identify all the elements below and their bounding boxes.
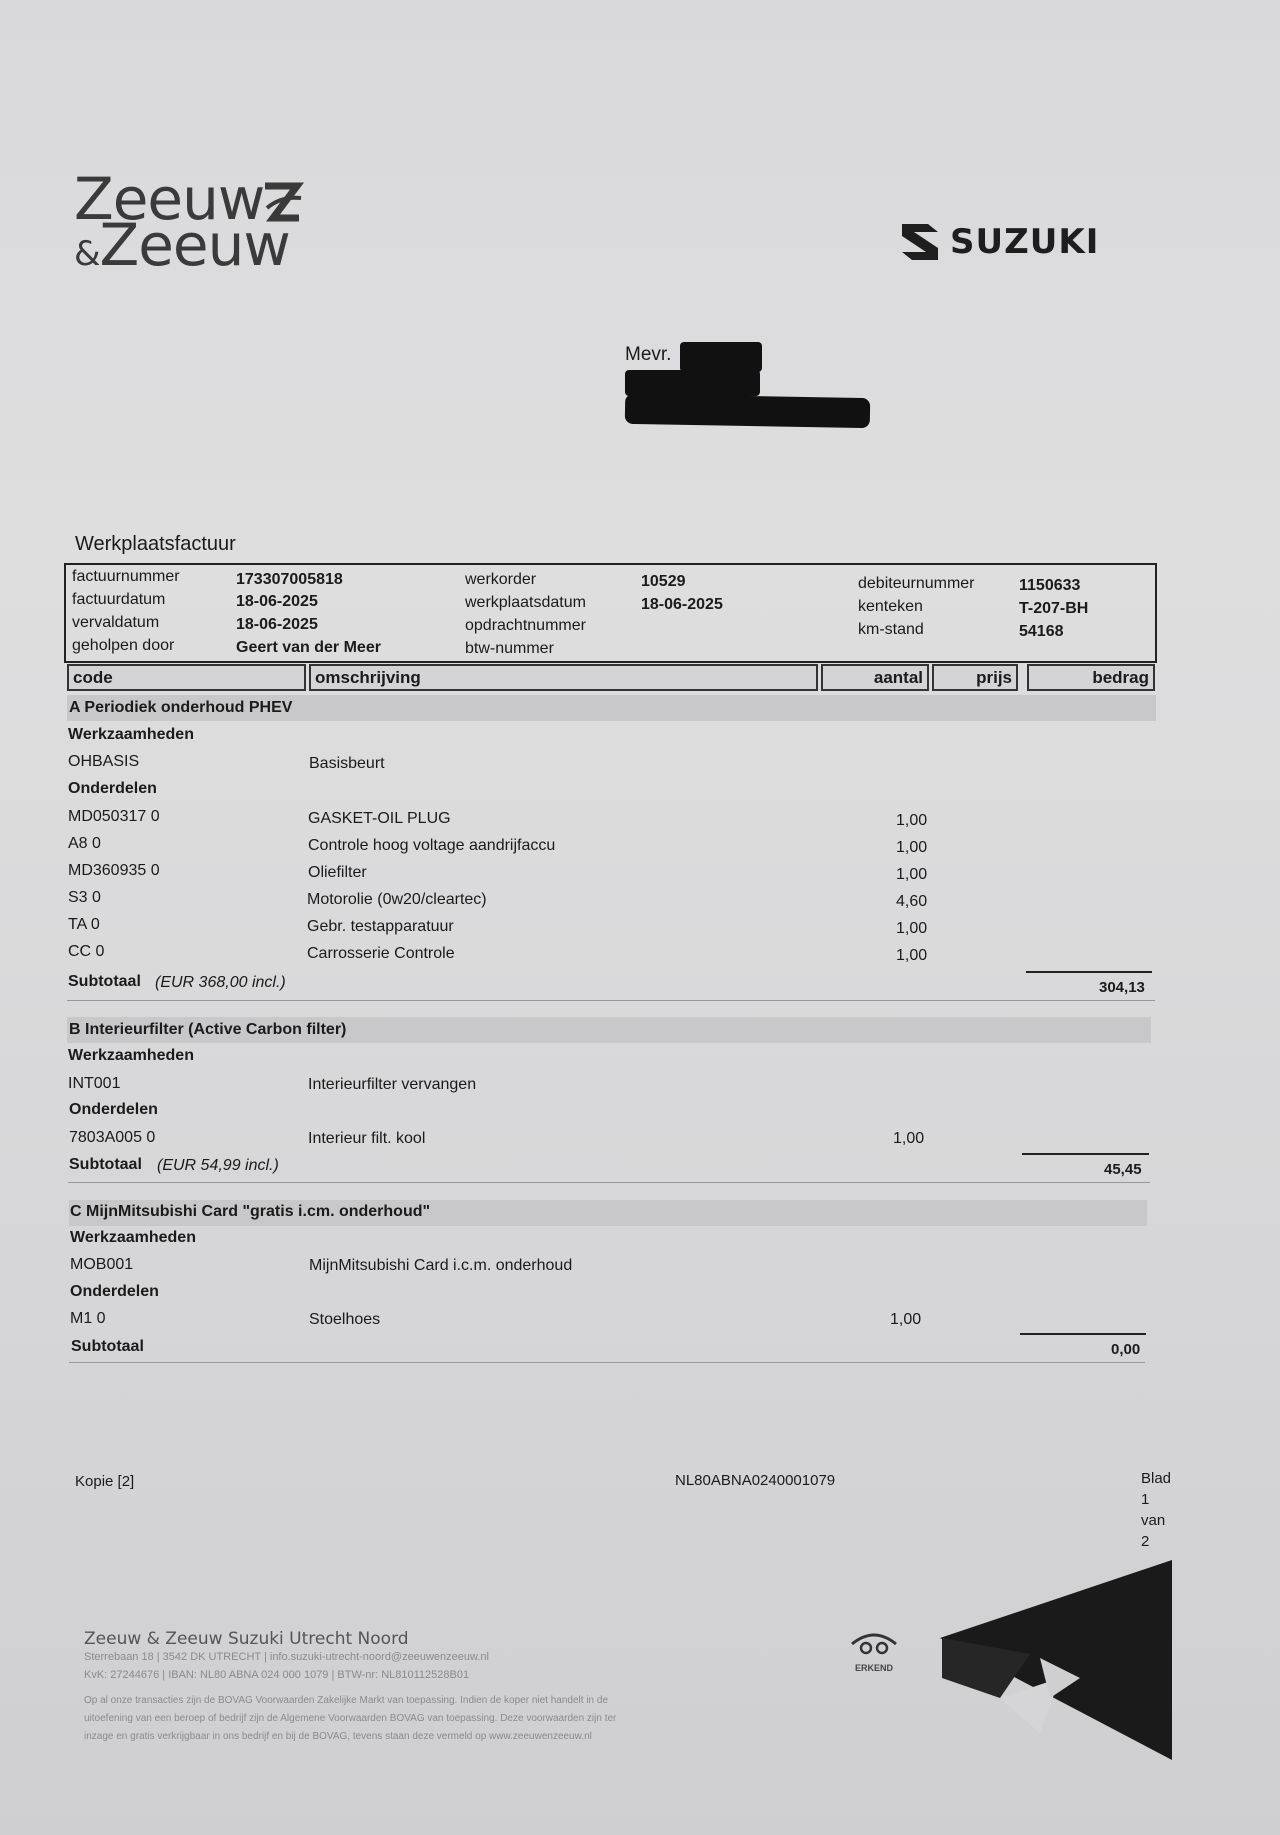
page-number: 1 [1141, 1491, 1150, 1508]
footer-kvk: KvK: 27244676 | IBAN: NL80 ABNA 024 000 1079 | BTW-nr: NL810112528B01 [84, 1669, 470, 1681]
part-quantity: 1,00 [890, 1311, 922, 1328]
value-km-stand: 54168 [1019, 623, 1064, 640]
value-werkplaatsdatum: 18-06-2025 [641, 596, 723, 613]
page-label-blad: Blad [1141, 1470, 1172, 1487]
work-description: MijnMitsubishi Card i.c.m. onderhoud [309, 1257, 573, 1274]
footer-company-name: Zeeuw & Zeeuw Suzuki Utrecht Noord [84, 1629, 409, 1649]
value-factuurnummer: 173307005818 [236, 571, 343, 588]
label-vervaldatum: vervaldatum [72, 614, 160, 631]
label-btw-nummer: btw-nummer [465, 640, 554, 657]
value-werkorder: 10529 [641, 573, 686, 590]
work-code: OHBASIS [68, 753, 140, 770]
footer-terms-2: uitoefening van een beroep of bedrijf zijn de Algemene Voorwaarden BOVAG van toepassing. Deze voorwaarden zijn ter [84, 1713, 617, 1724]
invoice-info-box [64, 563, 1157, 663]
work-code: INT001 [68, 1075, 121, 1092]
label-geholpen-door: geholpen door [72, 637, 175, 654]
part-description: Stoelhoes [309, 1311, 381, 1328]
label-werkplaatsdatum: werkplaatsdatum [465, 594, 586, 611]
page-total: 2 [1141, 1533, 1150, 1550]
part-description: GASKET-OIL PLUG [308, 810, 451, 827]
recipient-salutation: Mevr. [625, 344, 672, 365]
section-a-title: A Periodiek onderhoud PHEV [69, 699, 293, 716]
value-factuurdatum: 18-06-2025 [236, 593, 318, 610]
label-factuurnummer: factuurnummer [72, 568, 180, 585]
subtotal-amount: 45,45 [1104, 1161, 1142, 1178]
subtotal-rule [1020, 1333, 1146, 1335]
column-header-aantal: aantal [821, 664, 929, 691]
value-debiteurnummer: 1150633 [1019, 577, 1081, 594]
part-code: TA 0 [68, 916, 100, 933]
column-header-prijs: prijs [932, 664, 1018, 691]
bovag-icon [848, 1630, 900, 1658]
label-werkorder: werkorder [465, 571, 537, 588]
label-km-stand: km-stand [858, 621, 924, 638]
suzuki-s-icon [898, 220, 942, 264]
section-divider [69, 1362, 1145, 1363]
company-logo-amp: & [74, 234, 100, 274]
redaction [625, 394, 870, 428]
erkend-text: ERKEND [854, 1663, 893, 1673]
part-code: M1 0 [70, 1310, 106, 1327]
section-b-parts-label: Onderdelen [69, 1101, 158, 1118]
part-code: MD050317 0 [68, 808, 160, 825]
section-a-work-label: Werkzaamheden [68, 726, 194, 743]
footer-terms-1: Op al onze transacties zijn de BOVAG Voorwaarden Zakelijke Markt van toepassing. Indien de koper niet handelt in de [84, 1695, 609, 1706]
section-c-title: C MijnMitsubishi Card "gratis i.cm. onderhoud" [70, 1203, 431, 1220]
subtotal-incl: (EUR 54,99 incl.) [157, 1157, 279, 1174]
label-debiteurnummer: debiteurnummer [858, 575, 975, 592]
work-code: MOB001 [70, 1256, 134, 1273]
value-geholpen-door: Geert van der Meer [236, 639, 381, 656]
bovag-erkend-logo [846, 1630, 902, 1673]
footer-address: Sterrebaan 18 | 3542 DK UTRECHT | info.suzuki-utrecht-noord@zeeuwenzeeuw.nl [84, 1651, 489, 1663]
part-quantity: 1,00 [896, 947, 928, 964]
section-c-parts-label: Onderdelen [70, 1283, 159, 1300]
part-quantity: 1,00 [896, 920, 928, 937]
company-logo [74, 165, 290, 279]
subtotal-rule [1022, 1153, 1149, 1155]
part-code: 7803A005 0 [69, 1129, 156, 1146]
company-logo-line1: Zeeuw [74, 165, 265, 233]
part-description: Carrosserie Controle [307, 945, 455, 962]
subtotal-amount: 304,13 [1099, 979, 1145, 996]
redaction [680, 342, 762, 372]
value-kenteken: T-207-BH [1019, 600, 1089, 617]
part-description: Motorolie (0w20/cleartec) [307, 891, 487, 908]
redaction [625, 370, 760, 396]
label-opdrachtnummer: opdrachtnummer [465, 617, 586, 634]
subtotal-label: Subtotaal [71, 1338, 144, 1355]
work-description: Interieurfilter vervangen [308, 1076, 477, 1093]
part-code: S3 0 [68, 889, 101, 906]
part-quantity: 1,00 [896, 812, 928, 829]
column-header-bedrag: bedrag [1027, 664, 1155, 691]
part-quantity: 1,00 [893, 1130, 925, 1147]
subtotal-rule [1026, 971, 1152, 973]
section-b-title: B Interieurfilter (Active Carbon filter) [69, 1021, 347, 1038]
subtotal-label: Subtotaal [69, 1156, 142, 1173]
column-header-code: code [67, 664, 306, 691]
part-description: Controle hoog voltage aandrijfaccu [308, 837, 556, 854]
part-description: Interieur filt. kool [308, 1130, 426, 1147]
label-kenteken: kenteken [858, 598, 923, 615]
zz-mark-icon [259, 178, 305, 228]
part-code: CC 0 [68, 943, 105, 960]
document-title: Werkplaatsfactuur [75, 533, 236, 555]
section-b-work-label: Werkzaamheden [68, 1047, 194, 1064]
part-quantity: 4,60 [896, 893, 928, 910]
copy-label: Kopie [2] [75, 1473, 135, 1490]
section-a-parts-label: Onderdelen [68, 780, 157, 797]
subtotal-label: Subtotaal [68, 973, 141, 990]
value-vervaldatum: 18-06-2025 [236, 616, 318, 633]
section-divider [67, 1000, 1155, 1001]
work-description: Basisbeurt [309, 755, 385, 772]
brand-graphic-icon [940, 1558, 1175, 1763]
suzuki-logo [898, 220, 1099, 264]
column-header-omschrijving: omschrijving [309, 664, 818, 691]
part-description: Gebr. testapparatuur [307, 918, 454, 935]
section-divider [68, 1182, 1150, 1183]
company-logo-line2: Zeeuw [99, 211, 290, 279]
part-quantity: 1,00 [896, 839, 928, 856]
part-code: MD360935 0 [68, 862, 160, 879]
subtotal-amount: 0,00 [1111, 1341, 1141, 1358]
suzuki-wordmark: SUZUKI [950, 222, 1100, 262]
label-factuurdatum: factuurdatum [72, 591, 166, 608]
page-label-van: van [1141, 1512, 1166, 1529]
footer-terms-3: inzage en gratis verkrijgbaar in ons bedrijf en bij de BOVAG, tevens staan deze vermeld op www.zeeuwenzeeuw.nl [84, 1731, 592, 1742]
part-description: Oliefilter [308, 864, 367, 881]
subtotal-incl: (EUR 368,00 incl.) [155, 974, 286, 991]
footer-iban: NL80ABNA0240001079 [675, 1472, 836, 1489]
section-c-work-label: Werkzaamheden [70, 1229, 196, 1246]
part-quantity: 1,00 [896, 866, 928, 883]
part-code: A8 0 [68, 835, 101, 852]
